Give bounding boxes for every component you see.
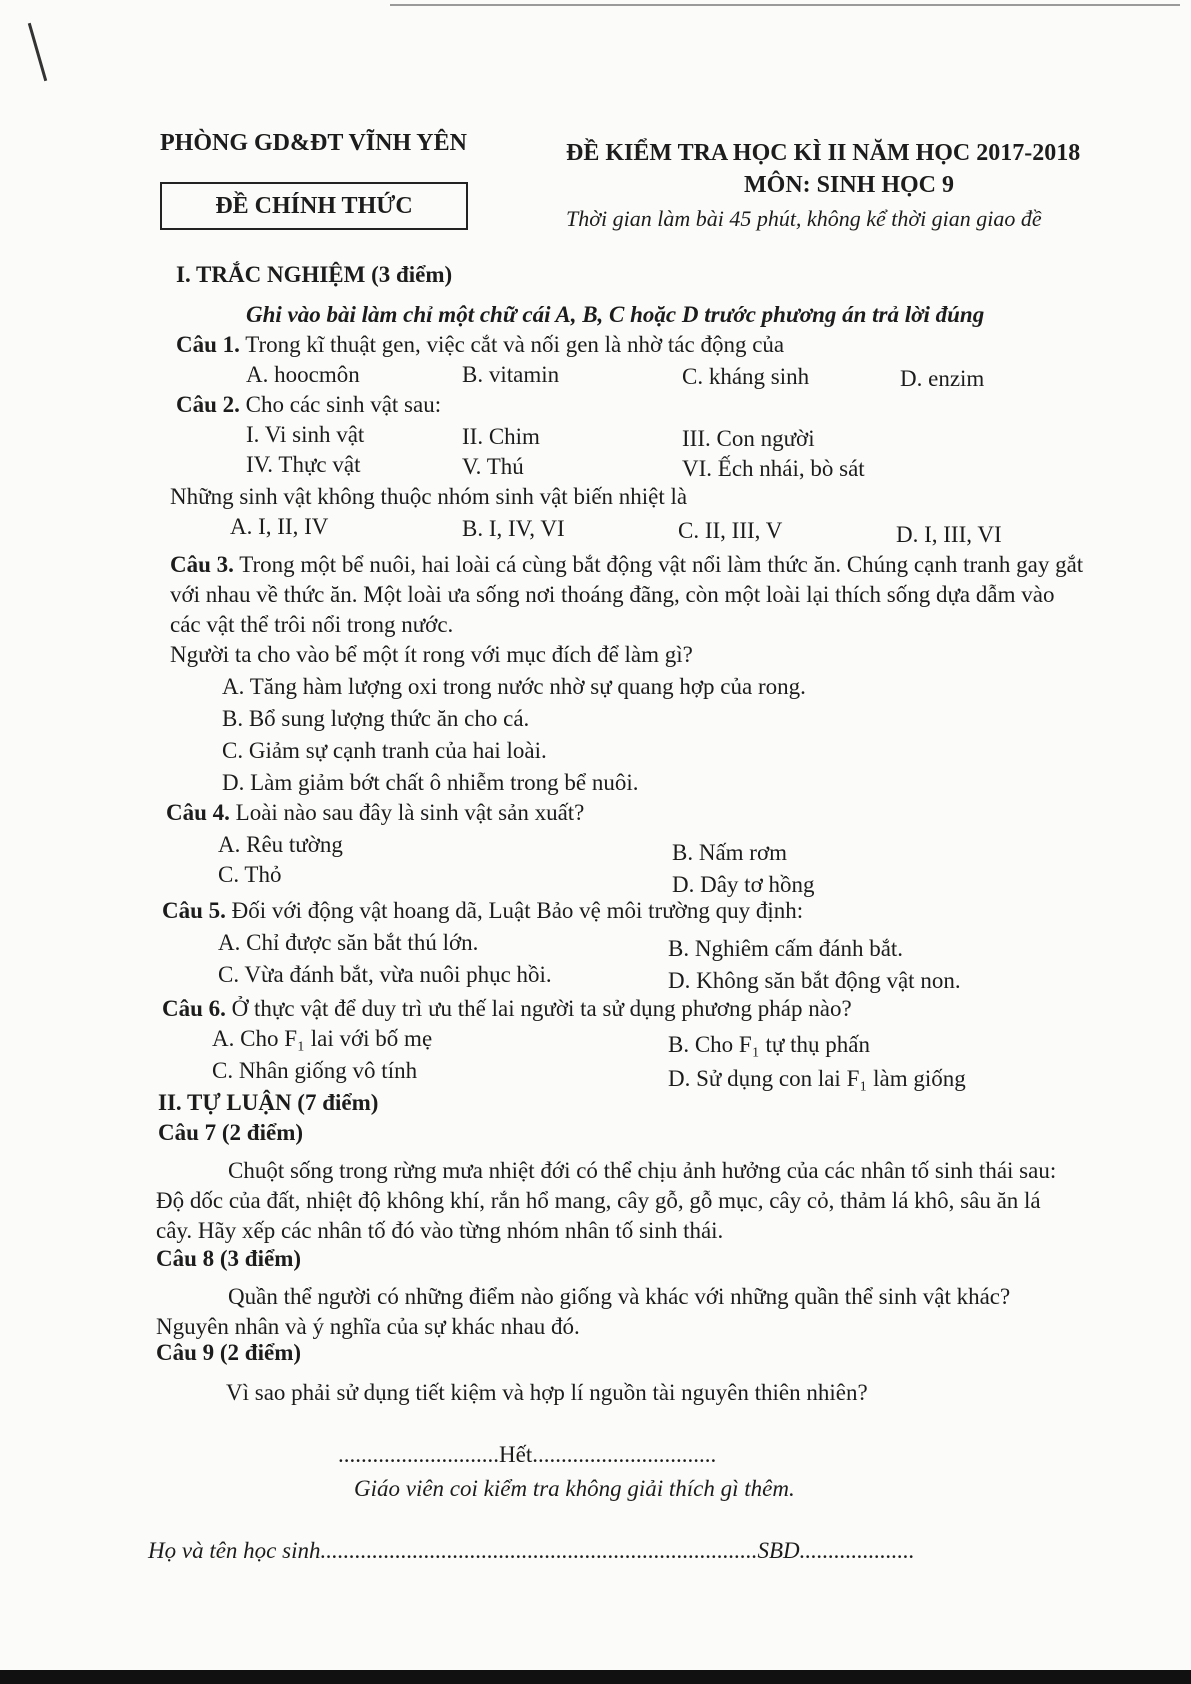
question-1 xyxy=(176,332,784,358)
question-2 xyxy=(176,392,441,418)
q1-option-b: B. vitamin xyxy=(462,362,560,387)
time-note: Thời gian làm bài 45 phút, không kể thời gian giao đề xyxy=(566,206,1042,231)
question-6 xyxy=(162,996,852,1022)
q6-option-c: C. Nhân giống vô tính xyxy=(212,1058,418,1083)
scan-bottom-edge xyxy=(0,1670,1191,1684)
q3-question: Người ta cho vào bể một ít rong với mục đích để làm gì? xyxy=(170,642,693,667)
scan-top-line xyxy=(390,4,1180,6)
q2-option-b: B. I, IV, VI xyxy=(462,516,565,541)
q5-text: Đối với động vật hoang dã, Luật Bảo vệ môi trường quy định: xyxy=(231,898,804,923)
q4-option-c: C. Thỏ xyxy=(218,862,282,887)
q9-text: Vì sao phải sử dụng tiết kiệm và hợp lí nguồn tài nguyên thiên nhiên? xyxy=(226,1380,868,1405)
q2-item-4: IV. Thực vật xyxy=(246,452,361,477)
q6-option-b: B. Cho F₁ tự thụ phấn xyxy=(668,1032,870,1057)
question-5 xyxy=(162,898,803,924)
q2-item-5: V. Thú xyxy=(462,454,524,479)
q2-option-a: A. I, II, IV xyxy=(230,514,329,539)
q6-option-d: D. Sử dụng con lai F₁ làm giống xyxy=(668,1066,966,1091)
q1-option-a: A. hoocmôn xyxy=(246,362,360,387)
part2-heading: II. TỰ LUẬN (7 điểm) xyxy=(158,1090,379,1115)
question-3 xyxy=(170,550,1090,640)
q5-option-a: A. Chỉ được săn bắt thú lớn. xyxy=(218,930,479,955)
question-4 xyxy=(166,800,584,826)
q5-option-b: B. Nghiêm cấm đánh bắt. xyxy=(668,936,904,961)
q6-text: Ở thực vật để duy trì ưu thế lai người ta sử dụng phương pháp nào? xyxy=(231,996,852,1021)
subject: MÔN: SINH HỌC 9 xyxy=(744,172,954,198)
q7-label: Câu 7 (2 điểm) xyxy=(158,1120,304,1145)
q2-item-2: II. Chim xyxy=(462,424,540,449)
department-name: PHÒNG GD&ĐT VĨNH YÊN xyxy=(160,130,467,156)
official-stamp: ĐỀ CHÍNH THỨC xyxy=(160,182,468,230)
q2-label: Câu 2. xyxy=(176,392,240,417)
q3-option-c: C. Giảm sự cạnh tranh của hai loài. xyxy=(222,738,547,763)
q5-label: Câu 5. xyxy=(162,898,226,923)
q4-option-b: B. Nấm rơm xyxy=(672,840,788,865)
q6-label: Câu 6. xyxy=(162,996,226,1021)
q8-label: Câu 8 (3 điểm) xyxy=(156,1246,302,1271)
q4-text: Loài nào sau đây là sinh vật sản xuất? xyxy=(235,800,585,825)
invigilator-note: Giáo viên coi kiểm tra không giải thích gì thêm. xyxy=(354,1476,795,1501)
student-info-line: Họ và tên học sinh............................................................................SBD.................... xyxy=(148,1538,915,1563)
q3-option-b: B. Bổ sung lượng thức ăn cho cá. xyxy=(222,706,530,731)
q7-text: Chuột sống trong rừng mưa nhiệt đới có thể chịu ảnh hưởng của các nhân tố sinh thái sau: Độ dốc của đất, nhiệt độ không khí, rắn hổ mang, cây gỗ, gỗ mục, cây cỏ, thảm lá khô, sâu ăn lá cây. Hãy xếp các nhân tố đó vào từng nhóm nhân tố sinh thái. xyxy=(156,1158,1057,1243)
q2-option-d: D. I, III, VI xyxy=(896,522,1002,547)
q1-label: Câu 1. xyxy=(176,332,240,357)
q1-text: Trong kĩ thuật gen, việc cắt và nối gen là nhờ tác động của xyxy=(245,332,785,357)
q2-question: Những sinh vật không thuộc nhóm sinh vật biến nhiệt là xyxy=(170,484,688,509)
end-marker: ............................Hết................................ xyxy=(338,1442,717,1467)
part1-instruction: Ghi vào bài làm chỉ một chữ cái A, B, C hoặc D trước phương án trả lời đúng xyxy=(246,302,985,327)
q6-option-a: A. Cho F₁ lai với bố mẹ xyxy=(212,1026,433,1051)
q4-option-a: A. Rêu tường xyxy=(218,832,343,857)
q2-item-3: III. Con người xyxy=(682,426,815,451)
q2-item-1: I. Vi sinh vật xyxy=(246,422,365,447)
q3-option-a: A. Tăng hàm lượng oxi trong nước nhờ sự quang hợp của rong. xyxy=(222,674,806,699)
q3-label: Câu 3. xyxy=(170,552,234,577)
q3-text: Trong một bể nuôi, hai loài cá cùng bắt động vật nổi làm thức ăn. Chúng cạnh tranh gay gắt với nhau về thức ăn. Một loài ưa sống nơi thoáng đãng, còn một loài lại thích sống dựa dẫm vào các vật thể trôi nổi trong nước. xyxy=(170,552,1084,637)
q5-option-d: D. Không săn bắt động vật non. xyxy=(668,968,961,993)
q2-item-6: VI. Ếch nhái, bò sát xyxy=(682,456,865,481)
q1-option-c: C. kháng sinh xyxy=(682,364,810,389)
q4-option-d: D. Dây tơ hồng xyxy=(672,872,815,897)
q9-label: Câu 9 (2 điểm) xyxy=(156,1340,302,1365)
q1-option-d: D. enzim xyxy=(900,366,985,391)
q4-label: Câu 4. xyxy=(166,800,230,825)
q2-option-c: C. II, III, V xyxy=(678,518,783,543)
part1-heading: I. TRẮC NGHIỆM (3 điểm) xyxy=(176,262,453,287)
q8-text: Quần thể người có những điểm nào giống và khác với những quần thể sinh vật khác? Nguyên nhân và ý nghĩa của sự khác nhau đó. xyxy=(156,1284,1011,1339)
exam-title: ĐỀ KIỂM TRA HỌC KÌ II NĂM HỌC 2017-2018 xyxy=(566,140,1081,166)
q3-option-d: D. Làm giảm bớt chất ô nhiễm trong bể nuôi. xyxy=(222,770,639,795)
scan-pen-mark xyxy=(28,23,47,82)
q5-option-c: C. Vừa đánh bắt, vừa nuôi phục hồi. xyxy=(218,962,552,987)
q2-text: Cho các sinh vật sau: xyxy=(245,392,442,417)
